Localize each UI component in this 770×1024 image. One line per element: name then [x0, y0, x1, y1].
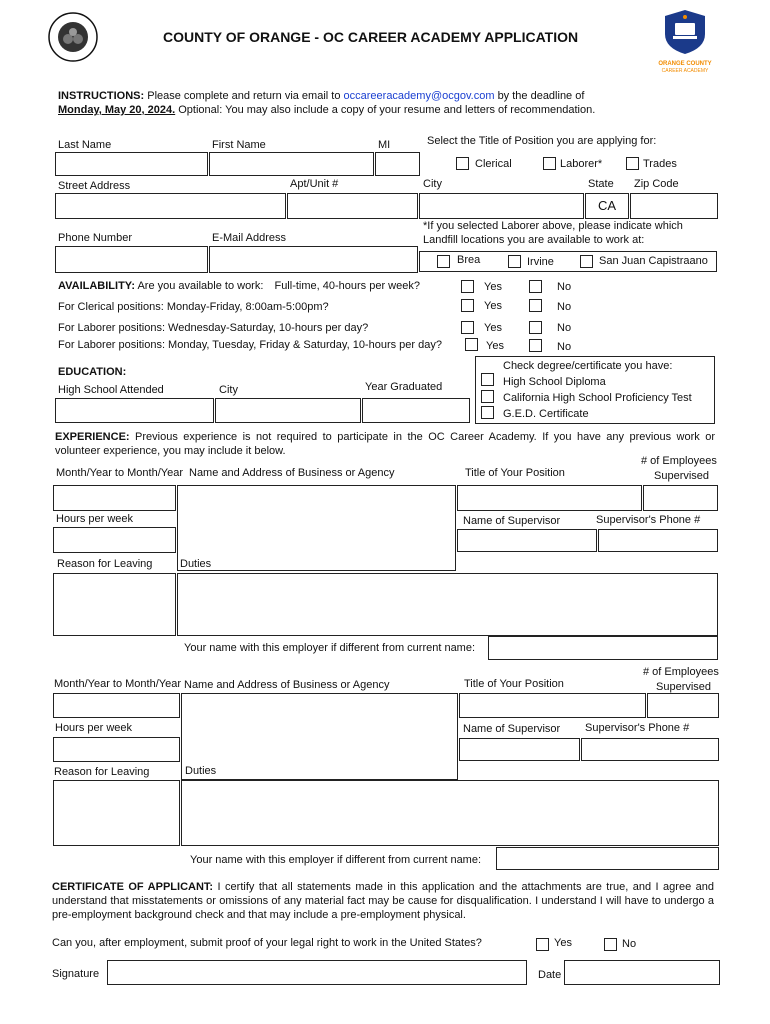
- q4-yes-checkbox[interactable]: [465, 338, 478, 351]
- legal-no-checkbox[interactable]: [604, 938, 617, 951]
- apt-input[interactable]: [287, 193, 418, 219]
- q4-no-checkbox[interactable]: [529, 339, 542, 352]
- exp2-reason-label: Reason for Leaving: [54, 766, 150, 778]
- exp1-business-input[interactable]: [177, 485, 456, 571]
- exp2-business-label: Name and Address of Business or Agency: [184, 679, 390, 691]
- exp1-title-label: Title of Your Position: [465, 467, 565, 479]
- exp1-dates-label: Month/Year to Month/Year: [56, 467, 183, 479]
- legal-yes-label: Yes: [554, 937, 572, 949]
- landfill-note-1: *If you selected Laborer above, please indicate which: [423, 220, 683, 232]
- experience-intro: EXPERIENCE: Previous experience is not required to participate in the OC Career Academy. If you have any previous work or volunteer experience, you may include it below.: [55, 431, 715, 457]
- legal-yes-checkbox[interactable]: [536, 938, 549, 951]
- exp2-sup-phone-label: Supervisor's Phone #: [585, 722, 690, 734]
- email-link[interactable]: occareeracademy@ocgov.com: [343, 90, 495, 102]
- edu-city-label: City: [219, 384, 238, 396]
- clerical-label: Clerical: [475, 158, 512, 170]
- exp1-alt-name-label: Your name with this employer if different from current name:: [184, 642, 476, 654]
- phone-input[interactable]: [55, 246, 208, 273]
- signature-input[interactable]: [107, 960, 527, 985]
- q1-yes-label: Yes: [484, 281, 502, 293]
- exp1-sup-phone-input[interactable]: [598, 529, 718, 552]
- q1-no-checkbox[interactable]: [529, 280, 542, 293]
- exp2-employees-input[interactable]: [647, 693, 719, 718]
- certificate-text: CERTIFICATE OF APPLICANT: I certify that all statements made in this application and the attachments are true, and I agree and understand that misstatements or omissions of any material fact may be cause for disqualification. I understand I will have to undergo a pre-employment background check and that may include a pre-employment physical.: [52, 881, 714, 921]
- email-label: E-Mail Address: [212, 232, 286, 244]
- date-input[interactable]: [564, 960, 720, 985]
- exp1-title-input[interactable]: [457, 485, 642, 511]
- mi-label: MI: [378, 139, 391, 151]
- school-label: High School Attended: [58, 384, 164, 396]
- exp2-duties-label: Duties: [185, 765, 217, 777]
- q3-no-checkbox[interactable]: [529, 321, 542, 334]
- exp1-supervisor-input[interactable]: [457, 529, 597, 552]
- exp1-duties-input[interactable]: [177, 573, 718, 636]
- exp1-employees-label-2: Supervised: [654, 470, 710, 482]
- availability-q4: For Laborer positions: Monday, Tuesday, Friday & Saturday, 10-hours per day?: [58, 339, 442, 351]
- education-heading: EDUCATION:: [58, 366, 127, 378]
- logo-text-line-2: CAREER ACADEMY: [661, 68, 709, 74]
- mi-input[interactable]: [375, 152, 420, 176]
- ged-label: G.E.D. Certificate: [503, 408, 589, 420]
- exp1-alt-name-input[interactable]: [488, 636, 718, 660]
- exp2-duties-input[interactable]: [181, 780, 719, 846]
- state-value: CA: [597, 198, 617, 213]
- street-input[interactable]: [55, 193, 286, 219]
- last-name-input[interactable]: [55, 152, 208, 176]
- q4-no-label: No: [557, 341, 572, 353]
- availability-q3: For Laborer positions: Wednesday-Saturday, 10-hours per day?: [58, 322, 369, 334]
- diploma-checkbox[interactable]: [481, 373, 494, 386]
- exp1-business-label: Name and Address of Business or Agency: [189, 467, 395, 479]
- exp1-reason-input[interactable]: [53, 573, 176, 636]
- first-name-input[interactable]: [209, 152, 374, 176]
- page-title: COUNTY OF ORANGE - OC CAREER ACADEMY APPLICATION: [163, 29, 579, 45]
- diploma-label: High School Diploma: [503, 376, 606, 388]
- exp2-supervisor-label: Name of Supervisor: [463, 723, 561, 735]
- proficiency-checkbox[interactable]: [481, 390, 494, 403]
- q3-yes-label: Yes: [484, 322, 502, 334]
- proficiency-label: California High School Proficiency Test: [503, 392, 692, 404]
- q2-yes-checkbox[interactable]: [461, 299, 474, 312]
- state-field[interactable]: [585, 193, 629, 219]
- exp2-business-input[interactable]: [181, 693, 458, 780]
- deadline: Monday, May 20, 2024.: [58, 104, 176, 116]
- exp2-employees-label-1: # of Employees: [643, 666, 719, 678]
- ged-checkbox[interactable]: [481, 406, 494, 419]
- exp2-hours-label: Hours per week: [55, 722, 133, 734]
- exp2-title-label: Title of Your Position: [464, 678, 564, 690]
- degree-prompt: Check degree/certificate you have:: [503, 360, 673, 372]
- irvine-label: Irvine: [527, 256, 554, 268]
- date-label: Date: [538, 969, 562, 981]
- logo-text-line-1: ORANGE COUNTY: [658, 61, 712, 67]
- landfill-note-2: Landfill locations you are available to work at:: [423, 234, 645, 246]
- year-label: Year Graduated: [365, 381, 443, 393]
- street-label: Street Address: [58, 180, 131, 192]
- san-juan-checkbox[interactable]: [580, 255, 593, 268]
- exp2-alt-name-input[interactable]: [496, 847, 719, 870]
- brea-label: Brea: [457, 254, 481, 266]
- exp1-reason-label: Reason for Leaving: [57, 558, 153, 570]
- instructions: INSTRUCTIONS: Please complete and return via email to occareeracademy@ocgov.com by the deadline of Monday, May 20, 2024. Optional: You may also include a copy of your resume and letters of recommendation.: [58, 90, 596, 116]
- exp2-title-input[interactable]: [459, 693, 646, 718]
- laborer-checkbox[interactable]: [543, 157, 556, 170]
- exp1-dates-input[interactable]: [53, 485, 176, 511]
- apt-label: Apt/Unit #: [290, 178, 339, 190]
- exp1-sup-phone-label: Supervisor's Phone #: [596, 514, 701, 526]
- exp1-duties-label: Duties: [180, 558, 212, 570]
- q3-no-label: No: [557, 322, 572, 334]
- exp1-hours-label: Hours per week: [56, 513, 134, 525]
- q2-yes-label: Yes: [484, 300, 502, 312]
- exp2-alt-name-label: Your name with this employer if different from current name:: [190, 854, 482, 866]
- q1-no-label: No: [557, 281, 572, 293]
- exp2-dates-input[interactable]: [53, 693, 180, 718]
- trades-checkbox[interactable]: [626, 157, 639, 170]
- legal-no-label: No: [622, 938, 637, 950]
- state-label: State: [588, 178, 614, 190]
- exp2-hours-input[interactable]: [53, 737, 180, 762]
- brea-checkbox[interactable]: [437, 255, 450, 268]
- exp2-reason-input[interactable]: [53, 780, 180, 846]
- exp2-dates-label: Month/Year to Month/Year: [54, 678, 181, 690]
- exp1-supervisor-label: Name of Supervisor: [463, 515, 561, 527]
- exp1-employees-input[interactable]: [643, 485, 718, 511]
- trades-label: Trades: [643, 158, 677, 170]
- exp1-hours-input[interactable]: [53, 527, 176, 553]
- clerical-checkbox[interactable]: [456, 157, 469, 170]
- exp1-employees-label-1: # of Employees: [641, 455, 717, 467]
- exp2-supervisor-input[interactable]: [459, 738, 580, 761]
- county-seal: [48, 12, 98, 62]
- irvine-checkbox[interactable]: [508, 255, 521, 268]
- first-name-label: First Name: [212, 139, 266, 151]
- availability-q2: For Clerical positions: Monday-Friday, 8:00am-5:00pm?: [58, 301, 329, 313]
- last-name-label: Last Name: [58, 139, 112, 151]
- q2-no-checkbox[interactable]: [529, 299, 542, 312]
- laborer-label: Laborer*: [560, 158, 603, 170]
- signature-label: Signature: [52, 968, 100, 980]
- exp2-sup-phone-input[interactable]: [581, 738, 719, 761]
- city-input[interactable]: [419, 193, 584, 219]
- zip-input[interactable]: [630, 193, 718, 219]
- q3-yes-checkbox[interactable]: [461, 321, 474, 334]
- san-juan-label: San Juan Capistraano: [599, 255, 708, 267]
- availability-q1: AVAILABILITY: Are you available to work: Full-time, 40-hours per week?: [58, 280, 420, 292]
- q2-no-label: No: [557, 301, 572, 313]
- edu-city-input[interactable]: [215, 398, 361, 423]
- school-input[interactable]: [55, 398, 214, 423]
- exp2-employees-label-2: Supervised: [656, 681, 712, 693]
- q1-yes-checkbox[interactable]: [461, 280, 474, 293]
- q4-yes-label: Yes: [486, 340, 504, 352]
- year-input[interactable]: [362, 398, 470, 423]
- phone-label: Phone Number: [58, 232, 132, 244]
- career-academy-logo: [655, 8, 715, 74]
- zip-label: Zip Code: [634, 178, 679, 190]
- legal-question: Can you, after employment, submit proof of your legal right to work in the United States?: [52, 937, 482, 949]
- position-prompt: Select the Title of Position you are applying for:: [427, 135, 657, 147]
- email-input[interactable]: [209, 246, 418, 273]
- city-label: City: [423, 178, 442, 190]
